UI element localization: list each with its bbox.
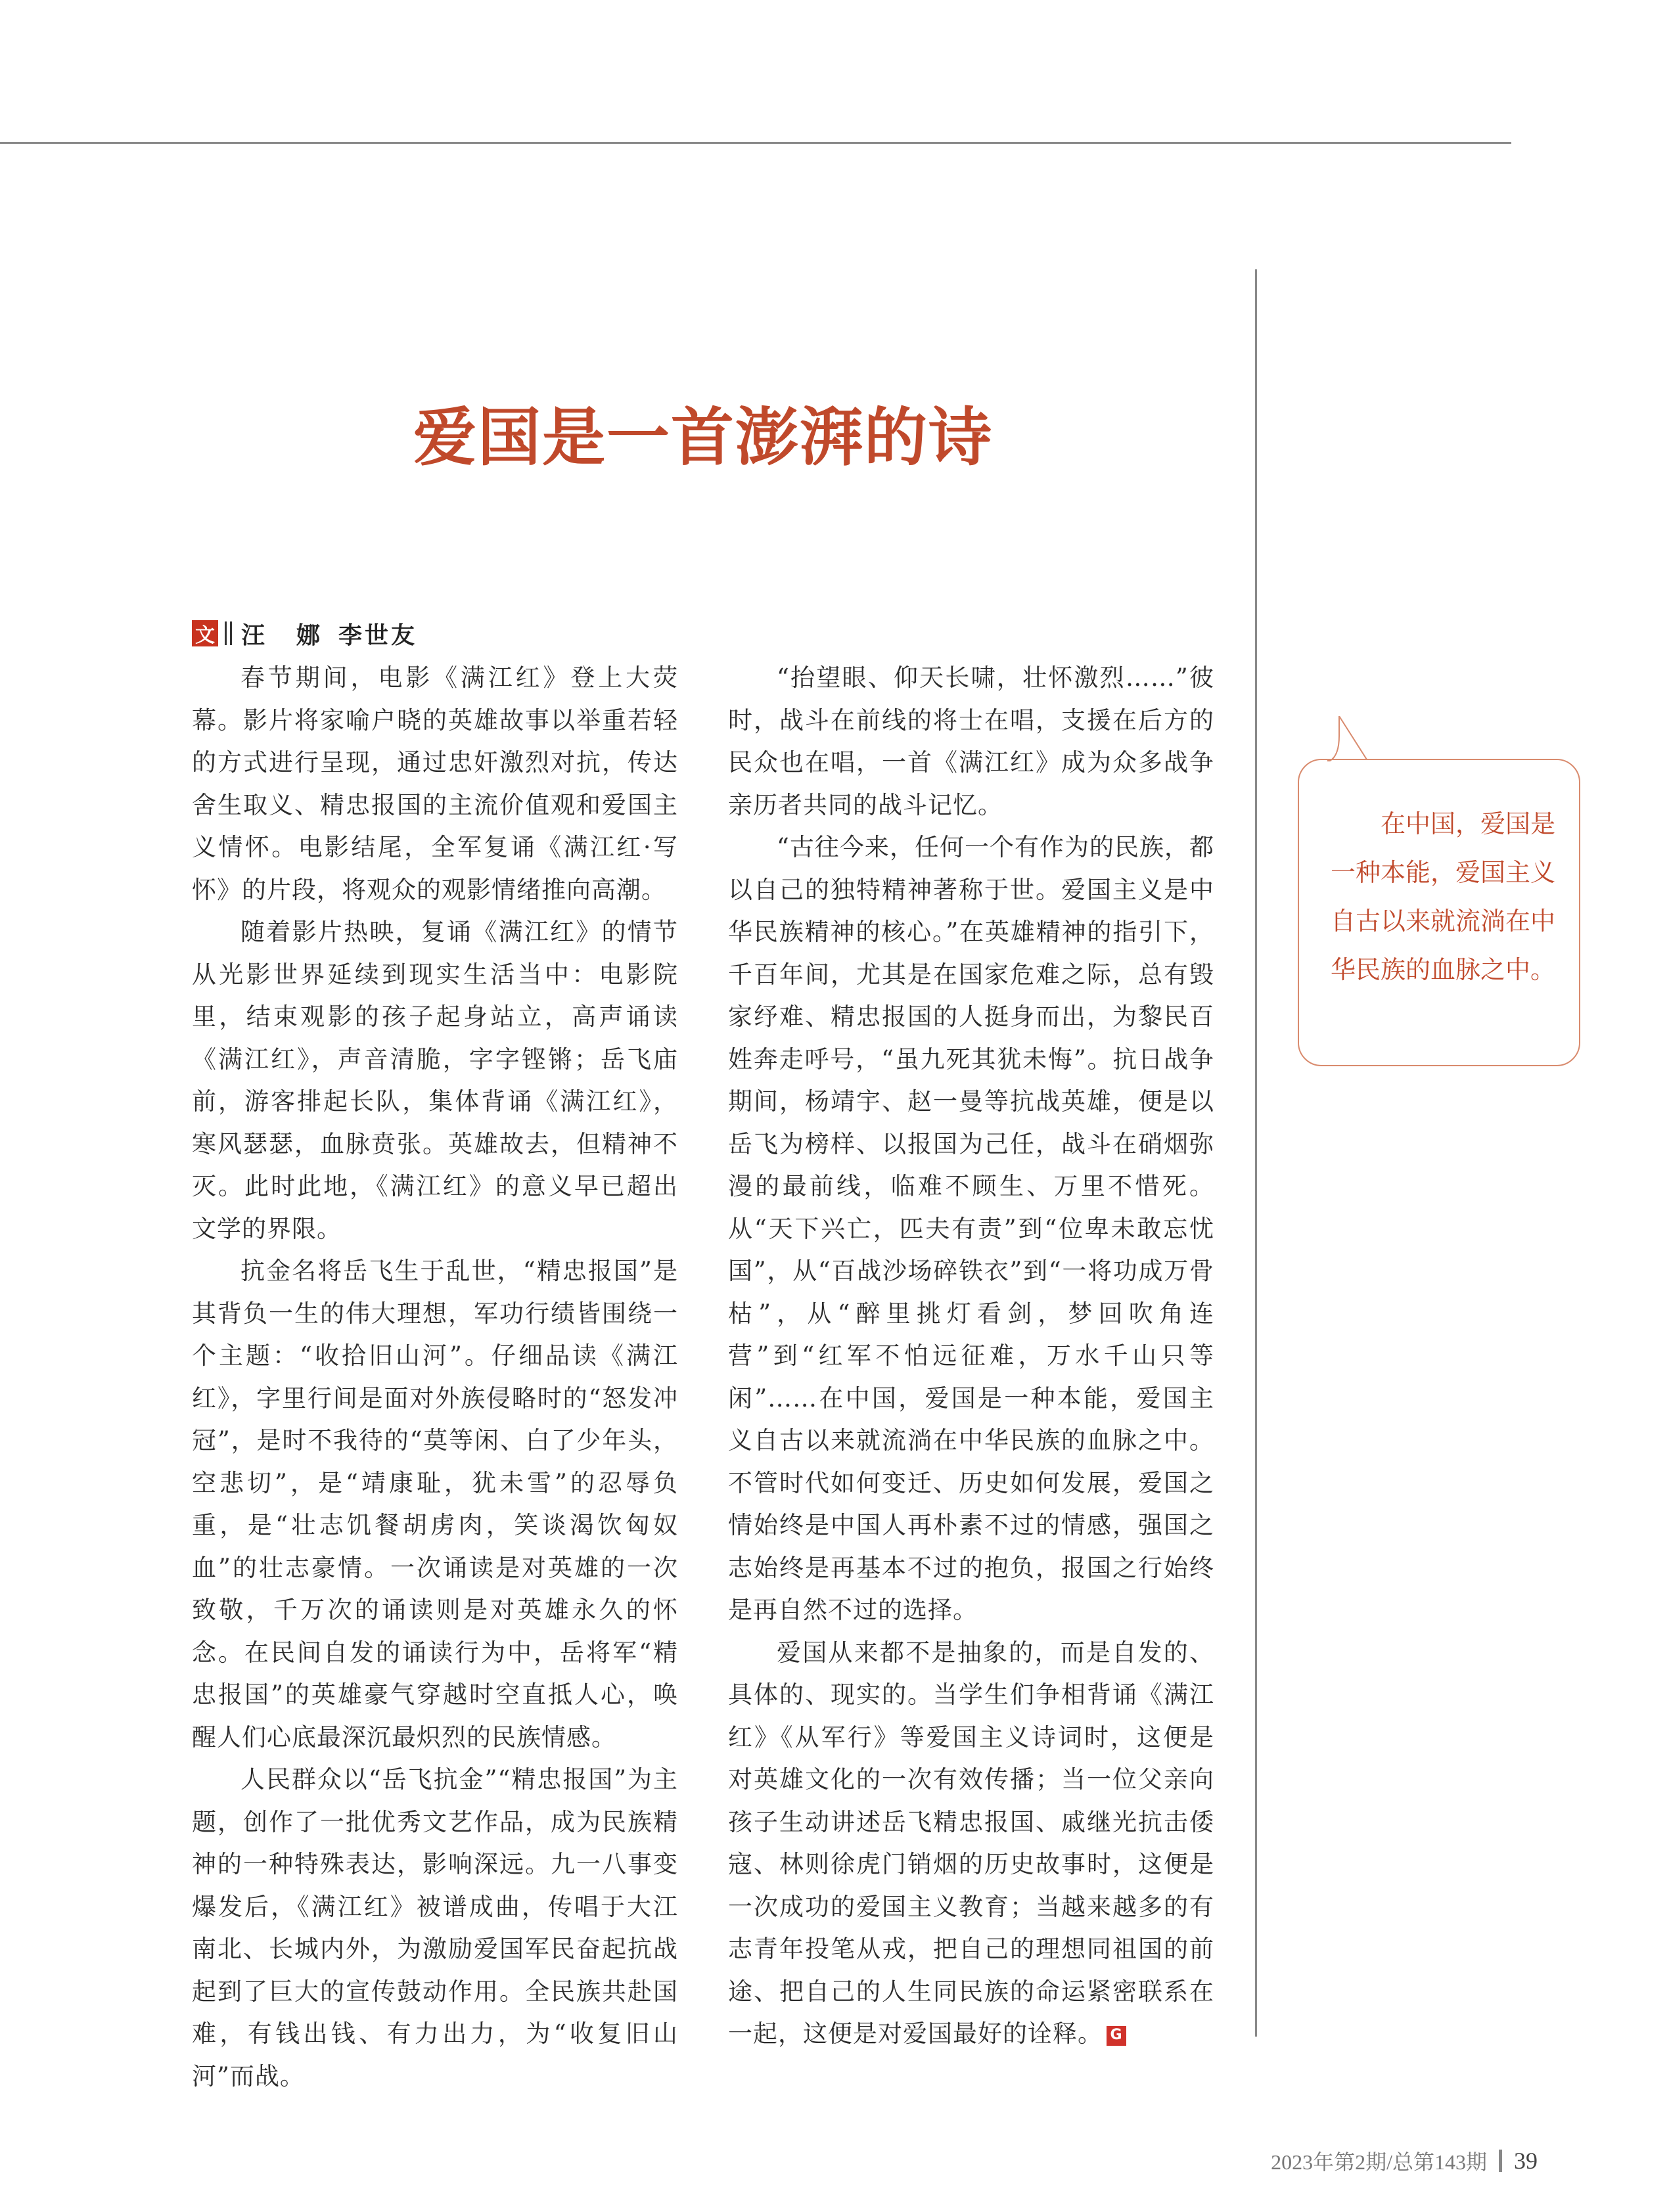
author-name-2: 李世友: [338, 621, 418, 649]
issue-label: 2023年第2期/总第143期: [1271, 2150, 1487, 2174]
byline: [192, 616, 417, 650]
footer-separator: [1499, 2150, 1502, 2172]
article-end-mark-icon: G: [1107, 2026, 1126, 2046]
column-divider-rule: [1255, 269, 1257, 2037]
paragraph-text: 爱国从来都不是抽象的，而是自发的、具体的、现实的。当学生们争相背诵《满江红》《从军行》等爱国主义诗词时，这便是对英雄文化的一次有效传播；当一位父亲向孩子生动讲述岳飞精忠报国、戚继光抗击倭寇、林则徐虎门销烟的历史故事时，这便是一次成功的爱国主义教育；当越来越多的有志青年投笔从戎，把自己的理想同祖国的前途、把自己的人生同民族的命运紧密联系在一起，这便是对爱国最好的诠释。: [728, 1638, 1214, 2048]
page-footer: [1271, 2146, 1538, 2176]
byline-separator: [225, 621, 232, 645]
pull-quote-callout: [1298, 759, 1580, 1066]
article-title: 爱国是一首澎湃的诗: [413, 401, 993, 474]
page-number: 39: [1514, 2148, 1538, 2174]
author-name-1: 汪 娜: [241, 621, 325, 649]
paragraph: [728, 1632, 1214, 2056]
header-rule: [0, 142, 1511, 144]
body-column-left: [192, 657, 678, 2098]
paragraph: 抗金名将岳飞生于乱世，“精忠报国”是其背负一生的伟大理想，军功行绩皆围绕一个主题：“收拾旧山河”。仔细品读《满江红》，字里行间是面对外族侵略时的“怒发冲冠”，是时不我待的“莫等闲、白了少年头，空悲切”，是“靖康耻，犹未雪”的忍辱负重，是“壮志饥餐胡虏肉，笑谈渴饮匈奴血”的壮志豪情。一次诵读是对英雄的一次致敬，千万次的诵读则是对英雄永久的怀念。在民间自发的诵读行为中，岳将军“精忠报国”的英雄豪气穿越时空直抵人心，唤醒人们心底最深沉最炽烈的民族情感。: [192, 1257, 678, 1751]
callout-tail-icon: [1327, 716, 1406, 762]
pull-quote-text: 在中国，爱国是一种本能，爱国主义自古以来就流淌在中华民族的血脉之中。: [1331, 809, 1556, 984]
paragraph: 春节期间，电影《满江红》登上大荧幕。影片将家喻户晓的英雄故事以举重若轻的方式进行呈现，通过忠奸激烈对抗，传达舍生取义、精忠报国的主流价值观和爱国主义情怀。电影结尾，全军复诵《满江红·写怀》的片段，将观众的观影情绪推向高潮。: [192, 664, 678, 904]
author-badge: 文: [192, 620, 218, 646]
paragraph: 人民群众以“岳飞抗金”“精忠报国”为主题，创作了一批优秀文艺作品，成为民族精神的一种特殊表达，影响深远。九一八事变爆发后，《满江红》被谱成曲，传唱于大江南北、长城内外，为激励爱国军民奋起抗战起到了巨大的宣传鼓动作用。全民族共赴国难，有钱出钱、有力出力，为“收复旧山河”而战。: [192, 1765, 678, 2090]
paragraph: 随着影片热映，复诵《满江红》的情节从光影世界延续到现实生活当中：电影院里，结束观影的孩子起身站立，高声诵读《满江红》，声音清脆，字字铿锵；岳飞庙前，游客排起长队，集体背诵《满江红》，寒风瑟瑟，血脉贲张。英雄故去，但精神不灭。此时此地，《满江红》的意义早已超出文学的界限。: [192, 918, 678, 1243]
paragraph: “古往今来，任何一个有作为的民族，都以自己的独特精神著称于世。爱国主义是中华民族精神的核心。”在英雄精神的指引下，千百年间，尤其是在国家危难之际，总有毁家纾难、精忠报国的人挺身而出，为黎民百姓奔走呼号，“虽九死其犹未悔”。抗日战争期间，杨靖宇、赵一曼等抗战英雄，便是以岳飞为榜样、以报国为己任，战斗在硝烟弥漫的最前线，临难不顾生、万里不惜死。从“天下兴亡，匹夫有责”到“位卑未敢忘忧国”，从“百战沙场碎铁衣”到“一将功成万骨枯”，从“醉里挑灯看剑，梦回吹角连营”到“红军不怕远征难，万水千山只等闲”……在中国，爱国是一种本能，爱国主义自古以来就流淌在中华民族的血脉之中。不管时代如何变迁、历史如何发展，爱国之情始终是中国人再朴素不过的情感，强国之志始终是再基本不过的抱负，报国之行始终是再自然不过的选择。: [728, 833, 1214, 1624]
paragraph: “抬望眼、仰天长啸，壮怀激烈……”彼时，战斗在前线的将士在唱，支援在后方的民众也在唱，一首《满江红》成为众多战争亲历者共同的战斗记忆。: [728, 664, 1214, 819]
body-column-right: [728, 657, 1214, 2056]
